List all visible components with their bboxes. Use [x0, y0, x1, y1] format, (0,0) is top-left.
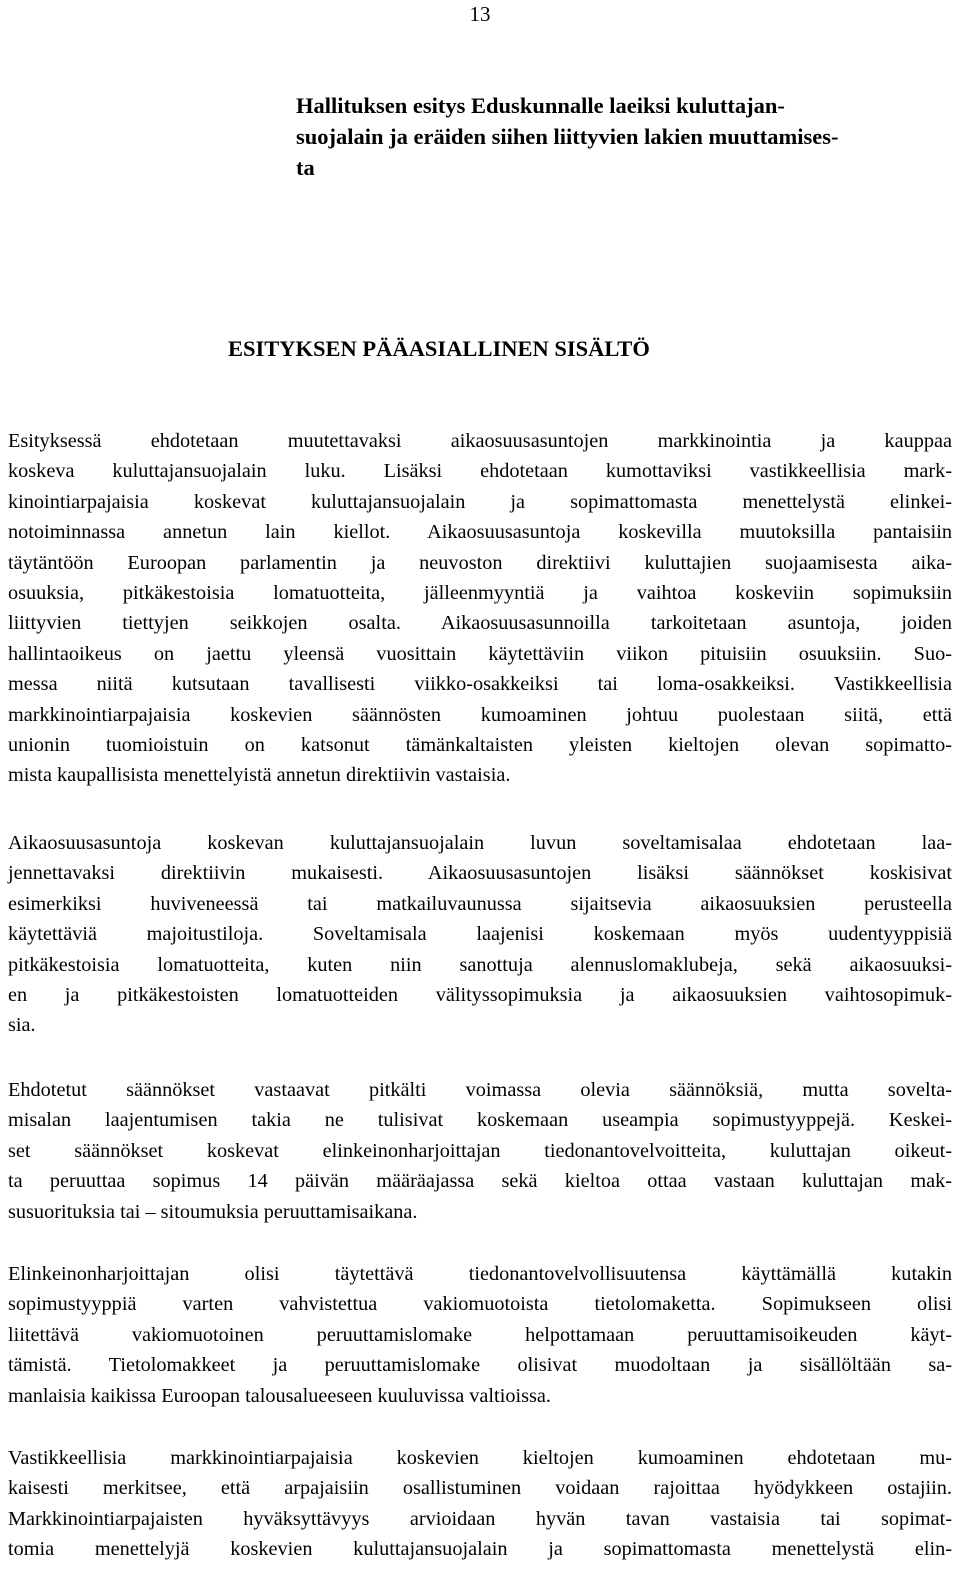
text-line: markkinointiarpajaisia koskevien säännösten kumoaminen johtuu puolestaan siitä, että [8, 703, 952, 726]
text-line: susuorituksia tai – sitoumuksia peruuttamisaikana. [8, 1200, 418, 1223]
text-line: en ja pitkäkestoisten lomatuotteiden välityssopimuksia ja aikaosuuksien vaihtosopimuk- [8, 984, 952, 1007]
text-line: Elinkeinonharjoittajan olisi täytettävä tiedonantovelvollisuutensa käyttämällä kutakin [8, 1263, 952, 1285]
text-line: set säännökset koskevat elinkeinonharjoittajan tiedonantovelvoitteita, kuluttajan oikeut- [8, 1139, 952, 1162]
text-line: Vastikkeellisia markkinointiarpajaisia koskevien kieltojen kumoaminen ehdotetaan mu- [8, 1447, 952, 1469]
text-line: mista kaupallisista menettelyistä annetun direktiivin vastaisia. [8, 764, 511, 787]
text-line: Aikaosuusasuntoja koskevan kuluttajansuojalain luvun soveltamisalaa ehdotetaan laa- [8, 832, 952, 854]
title-line: ta [296, 155, 315, 180]
text-line: tämistä. Tietolomakkeet ja peruuttamislomake olisivat muodoltaan ja sisällöltään sa- [8, 1354, 952, 1377]
text-line: misalan laajentumisen takia ne tulisivat koskemaan useampia sopimustyyppejä. Keskei- [8, 1109, 952, 1132]
section-heading: ESITYKSEN PÄÄASIALLINEN SISÄLTÖ [228, 336, 650, 361]
page-number: 13 [469, 2, 491, 26]
text-line: Ehdotetut säännökset vastaavat pitkälti voimassa olevia säännöksiä, mutta sovelta- [8, 1079, 952, 1101]
text-line: manlaisia kaikissa Euroopan talousalueeseen kuuluvissa valtioissa. [8, 1384, 551, 1407]
title-line: Hallituksen esitys Eduskunnalle laeiksi kuluttajan- [296, 93, 785, 118]
text-line: kinointiarpajaisia koskevat kuluttajansuojalain ja sopimattomasta menettelystä elinkei- [8, 490, 952, 513]
text-line: täytäntöön Euroopan parlamentin ja neuvoston direktiivi kuluttajien suojaamisesta aika- [8, 551, 952, 574]
text-line: esimerkiksi huviveneessä tai matkailuvaunussa sijaitsevia aikaosuuksien perusteella [8, 892, 952, 915]
text-line: notoiminnassa annetun lain kiellot. Aikaosuusasuntoja koskevilla muutoksilla pantaisiin [8, 521, 952, 544]
paragraph-main-content [8, 426, 952, 791]
text-line: Esityksessä ehdotetaan muutettavaksi aikaosuusasuntojen markkinointia ja kauppaa [8, 430, 952, 452]
text-line: hallintaoikeus on jaettu yleensä vuosittain käytettäviin viikon pituisiin osuuksiin. Suo- [8, 642, 952, 665]
text-line: sopimustyyppiä varten vahvistettua vakiomuotoista tietolomaketta. Sopimukseen olisi [8, 1293, 952, 1316]
text-line: koskeva kuluttajansuojalain luku. Lisäksi ehdotetaan kumottaviksi vastikkeellisia mark- [8, 460, 952, 483]
text-line: unionin tuomioistuin on katsonut tämänkaltaisten yleisten kieltojen olevan sopimatto- [8, 734, 952, 757]
text-line: jennettavaksi direktiivin mukaisesti. Aikaosuusasuntojen lisäksi säännökset koskisivat [8, 862, 952, 885]
paragraph-information-forms [8, 1259, 952, 1411]
text-line: liitettävä vakiomuotoinen peruuttamislomake helpottamaan peruuttamisoikeuden käyt- [8, 1323, 952, 1346]
document-title [296, 90, 952, 183]
text-line: tomia menettelyjä koskevien kuluttajansuojalain ja sopimattomasta menettelystä elin- [8, 1538, 952, 1561]
paragraph-scope [8, 828, 952, 1041]
text-line: ta peruuttaa sopimus 14 päivän määräajassa sekä kieltoa ottaa vastaan kuluttajan mak- [8, 1170, 952, 1193]
paragraph-lotteries [8, 1443, 952, 1565]
text-line: käytettäviä majoitustiloja. Soveltamisala laajenisi koskemaan myös uudentyyppisiä [8, 923, 952, 946]
title-line: suojalain ja eräiden siihen liittyvien lakien muuttamises- [296, 124, 839, 149]
paragraph-key-provisions [8, 1075, 952, 1227]
text-line: sia. [8, 1014, 36, 1037]
text-line: messa niitä kutsutaan tavallisesti viikko-osakkeiksi tai loma-osakkeiksi. Vastikkeellisia [8, 673, 952, 696]
text-line: osuuksia, pitkäkestoisia lomatuotteita, jälleenmyyntiä ja vaihtoa koskeviin sopimuksiin [8, 582, 952, 605]
text-line: liittyvien tiettyjen seikkojen osalta. Aikaosuusasunnoilla tarkoitetaan asuntoja, joiden [8, 612, 952, 635]
text-line: kaisesti merkitsee, että arpajaisiin osallistuminen voidaan rajoittaa hyödykkeen ostajiin. [8, 1477, 952, 1500]
text-line: pitkäkestoisia lomatuotteita, kuten niin sanottuja alennuslomaklubeja, sekä aikaosuuksi- [8, 953, 952, 976]
text-line: Markkinointiarpajaisten hyväksyttävyys arvioidaan hyvän tavan vastaisia tai sopimat- [8, 1507, 952, 1530]
